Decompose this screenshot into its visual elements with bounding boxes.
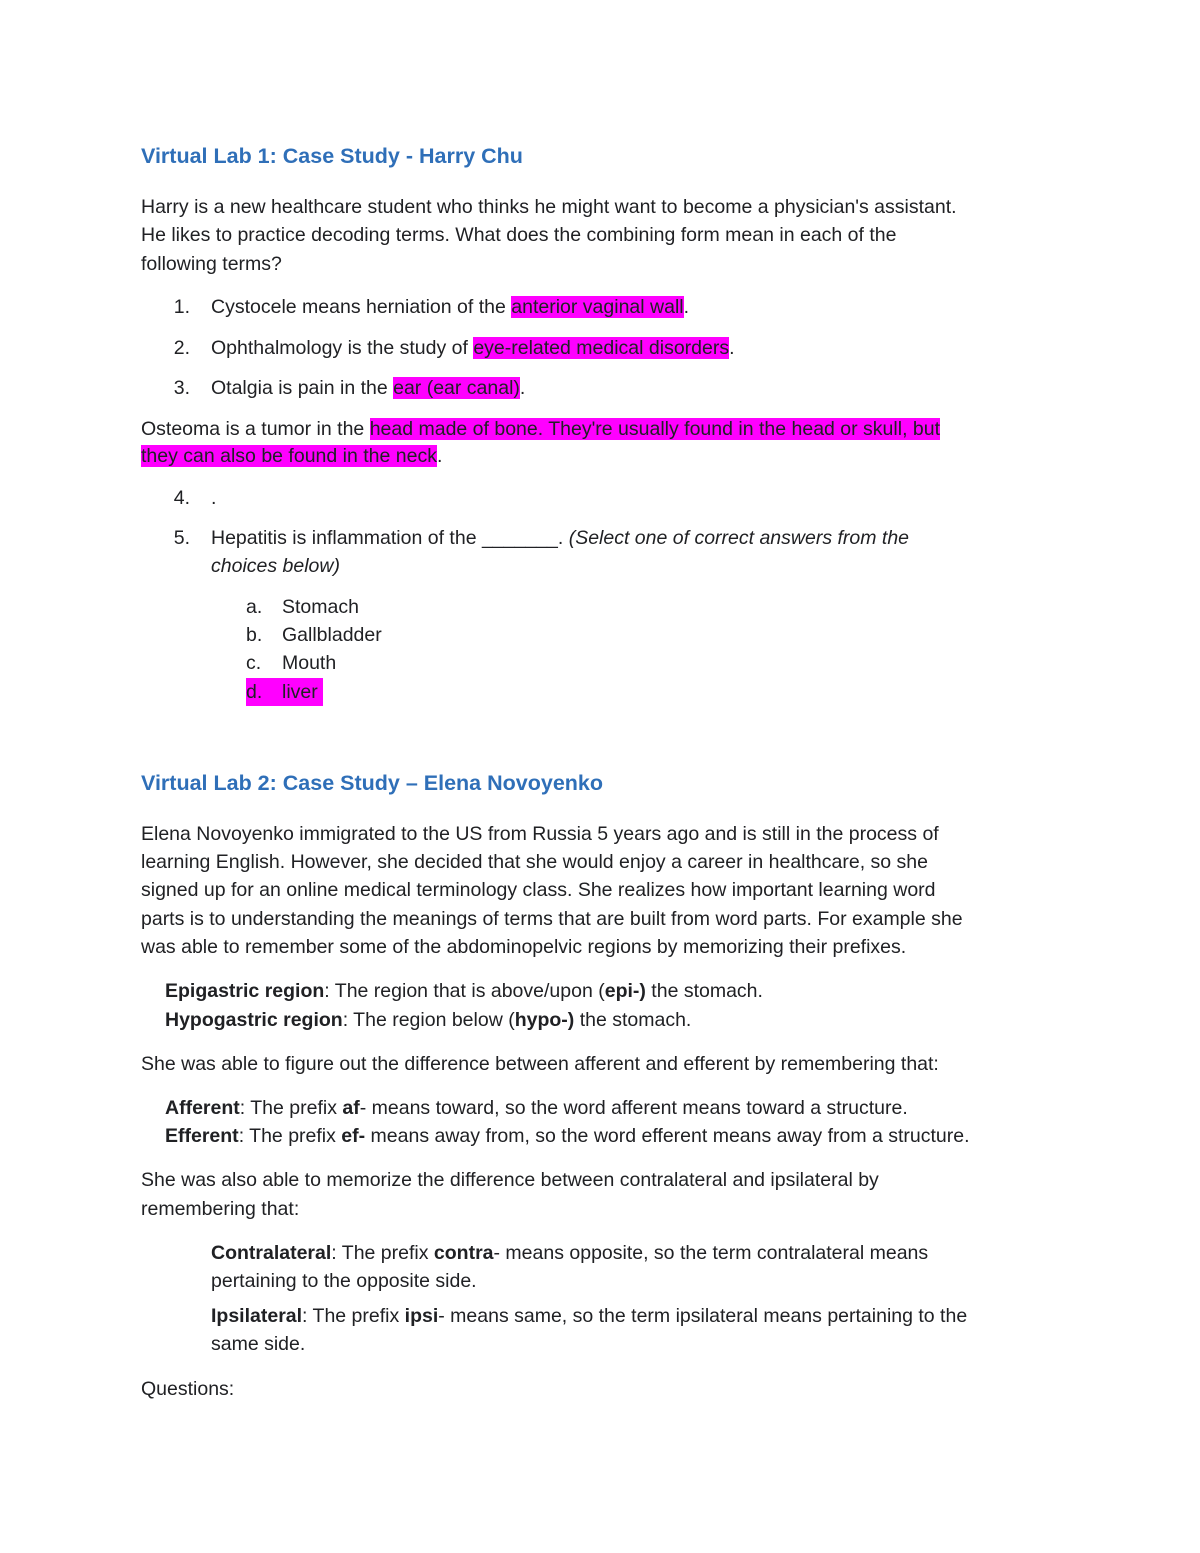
item-text: Cystocele means herniation of the <box>211 296 512 318</box>
choice-b-text: Gallbladder <box>282 624 382 646</box>
choice-letter: b. <box>246 624 263 646</box>
definition-text: the stomach. <box>645 980 763 1002</box>
definition-text: : The prefix <box>331 1242 434 1264</box>
list-number: 5. <box>173 527 190 549</box>
item-end: . <box>519 377 526 399</box>
highlighted-answer: ear (ear canal) <box>393 377 520 399</box>
highlighted-answer: head made of bone. They're usually found in the head or skull, but <box>369 418 941 440</box>
choice-a-text: Stomach <box>282 596 359 618</box>
list-item-3-text <box>211 374 525 402</box>
prefix: af <box>342 1097 360 1119</box>
lab1-intro-line-2: He likes to practice decoding terms. What does the combining form mean in each of the <box>141 224 897 246</box>
contralateral-definition <box>211 1239 928 1267</box>
definition-text: the stomach. <box>574 1009 692 1031</box>
list-item-5-text <box>211 524 909 552</box>
item-text: Ophthalmology is the study of <box>211 337 474 359</box>
definition-text: - means same, so the term ipsilateral means pertaining to the <box>438 1305 968 1327</box>
lab2-intro-line-3: signed up for an online medical terminology class. She realizes how important learning word <box>141 879 936 901</box>
afferent-intro: She was able to figure out the difference between afferent and efferent by remembering that: <box>141 1053 939 1075</box>
term: Afferent <box>165 1097 240 1119</box>
choice-letter: d. <box>246 681 263 703</box>
ipsilateral-definition <box>211 1302 967 1330</box>
afferent-definition <box>165 1094 908 1122</box>
list-number: 4. <box>173 487 190 509</box>
contra-intro-line-1: She was also able to memorize the difference between contralateral and ipsilateral by <box>141 1169 879 1191</box>
questions-label: Questions: <box>141 1378 235 1400</box>
prefix: hypo-) <box>514 1009 575 1031</box>
highlighted-answer: anterior vaginal wall <box>511 296 684 318</box>
osteoma-line-1 <box>141 415 940 443</box>
osteoma-line-2 <box>141 442 442 470</box>
item-text: Hepatitis is inflammation of the _______. <box>211 527 569 549</box>
list-item-5-text-line-2 <box>211 552 340 580</box>
definition-text: : The prefix <box>238 1125 342 1147</box>
lab2-intro-line-5: was able to remember some of the abdominopelvic regions by memorizing their prefixes. <box>141 936 907 958</box>
lab1-intro-line-3: following terms? <box>141 253 282 275</box>
osteoma-text: Osteoma is a tumor in the <box>141 418 370 440</box>
choice-c-text: Mouth <box>282 652 337 674</box>
choice-a <box>246 593 262 621</box>
choice-letter: a. <box>246 596 263 618</box>
osteoma-end: . <box>436 445 443 467</box>
item-end: . <box>729 337 735 359</box>
list-number: 1. <box>173 296 190 318</box>
contra-intro-line-2: remembering that: <box>141 1198 300 1220</box>
lab1-intro-line-1: Harry is a new healthcare student who thinks he might want to become a physician's assistant. <box>141 196 957 218</box>
item-instruction: choices below) <box>211 555 340 577</box>
prefix: ef- <box>341 1125 366 1147</box>
list-item-4-text: . <box>211 487 217 509</box>
lab2-intro-line-1: Elena Novoyenko immigrated to the US from Russia 5 years ago and is still in the process of <box>141 823 939 845</box>
definition-text: : The prefix <box>302 1305 405 1327</box>
choice-b <box>246 621 262 649</box>
definition-text: - means opposite, so the term contralateral means <box>493 1242 929 1264</box>
hypogastric-definition <box>165 1006 691 1034</box>
prefix: contra <box>433 1242 494 1264</box>
term: Efferent <box>165 1125 239 1147</box>
choice-c <box>246 649 261 677</box>
list-number: 3. <box>173 377 190 399</box>
lab2-heading: Virtual Lab 2: Case Study – Elena Novoyenko <box>141 771 603 795</box>
item-text: Otalgia is pain in the <box>211 377 394 399</box>
choice-d-text: liver <box>282 681 318 703</box>
ipsilateral-definition-line-2: same side. <box>211 1333 306 1355</box>
lab2-intro-line-2: learning English. However, she decided that she would enjoy a career in healthcare, so she <box>141 851 928 873</box>
highlighted-answer: eye-related medical disorders <box>473 337 730 359</box>
term: Contralateral <box>211 1242 332 1264</box>
term: Ipsilateral <box>211 1305 303 1327</box>
prefix: epi-) <box>604 980 646 1002</box>
definition-text: means away from, so the word efferent means away from a structure. <box>365 1125 970 1147</box>
list-number: 2. <box>173 337 190 359</box>
list-item-2-text <box>211 334 735 362</box>
choice-d-highlight <box>246 678 323 706</box>
term: Hypogastric region <box>165 1009 343 1031</box>
choice-letter: c. <box>246 652 262 674</box>
term: Epigastric region <box>165 980 325 1002</box>
item-instruction: (Select one of correct answers from the <box>568 527 910 549</box>
prefix: ipsi <box>404 1305 439 1327</box>
definition-text: : The region below ( <box>342 1009 515 1031</box>
definition-text: : The region that is above/upon ( <box>324 980 605 1002</box>
definition-text: - means toward, so the word afferent means toward a structure. <box>359 1097 908 1119</box>
list-item-1-text <box>211 293 689 321</box>
epigastric-definition <box>165 977 763 1005</box>
item-end: . <box>683 296 690 318</box>
lab1-heading: Virtual Lab 1: Case Study - Harry Chu <box>141 144 523 168</box>
lab2-intro-line-4: parts is to understanding the meanings of terms that are built from word parts. For example she <box>141 908 963 930</box>
efferent-definition <box>165 1122 970 1150</box>
highlighted-answer: they can also be found in the neck <box>141 445 437 467</box>
contralateral-definition-line-2: pertaining to the opposite side. <box>211 1270 477 1292</box>
definition-text: : The prefix <box>239 1097 343 1119</box>
